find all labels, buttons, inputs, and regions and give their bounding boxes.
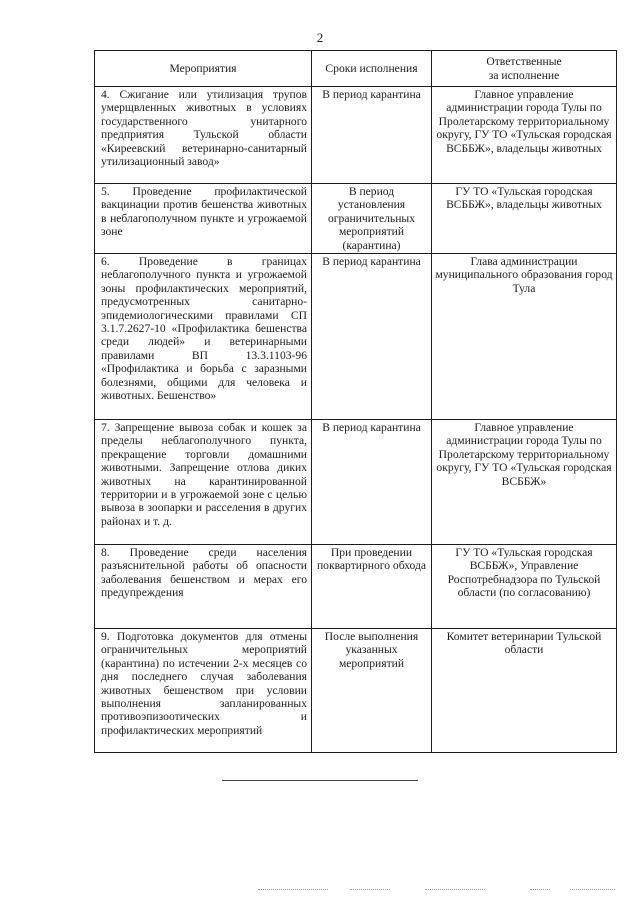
measure-cell: 9. Подготовка документов для отмены ограничительных мероприятий (карантина) по истечении 2-х месяцев со дня последнего случая заболевания животных бешенством при условии выполнения запланированных противоэпизоотических и профилактических мероприятий xyxy=(95,629,312,753)
responsible-cell: Комитет ветеринарии Тульской области xyxy=(432,629,617,753)
scan-artifact xyxy=(350,889,390,890)
responsible-cell: Главное управление администрации города Тулы по Пролетарскому территориальному округу, ГУ ТО «Тульская городская ВСББЖ» xyxy=(432,420,617,545)
measure-cell: 7. Запрещение вывоза собак и кошек за пределы неблагополучного пункта, прекращение торговли домашними животными. Запрещение отлова диких животных на карантинированной территории и в угрожаемой зоне с целью вывоза в зоопарки и расселения в других районах и т. д. xyxy=(95,420,312,545)
scan-artifact xyxy=(570,889,615,890)
measure-cell: 6. Проведение в границах неблагополучного пункта и угрожаемой зоны профилактических мероприятий, предусмотренных санитарно-эпидемиологическими правилами СП 3.1.7.2627-10 «Профилактика бешенства среди людей» и ветеринарными правилами ВП 13.3.1103-96 «Профилактика и борьба с заразными болезнями, общими для человека и животных. Бешенство» xyxy=(95,254,312,420)
header-responsible-line1: Ответственные xyxy=(486,55,562,69)
deadline-cell: После выполнения указанных мероприятий xyxy=(312,629,432,753)
responsible-cell: Главное управление администрации города Тулы по Пролетарскому территориальному округу, ГУ ТО «Тульская городская ВСББЖ», владельцы животных xyxy=(432,87,617,184)
responsible-cell: ГУ ТО «Тульская городская ВСББЖ», владельцы животных xyxy=(432,184,617,254)
scan-artifact xyxy=(258,889,328,890)
header-measures: Мероприятия xyxy=(95,51,312,87)
table-row xyxy=(95,545,617,629)
table-row xyxy=(95,254,617,420)
responsible-cell: Глава администрации муниципального образования город Тула xyxy=(432,254,617,420)
deadline-cell: При проведении поквартирного обхода xyxy=(312,545,432,629)
responsible-cell: ГУ ТО «Тульская городская ВСББЖ», Управление Роспотребнадзора по Тульской области (по согласованию) xyxy=(432,545,617,629)
table-row xyxy=(95,420,617,545)
measure-cell: 4. Сжигание или утилизация трупов умерщвленных животных в условиях государственного унитарного предприятия Тульской области «Киреевский ветеринарно-санитарный утилизационный завод» xyxy=(95,87,312,184)
measure-cell: 5. Проведение профилактической вакцинации против бешенства животных в неблагополучном пункте и угрожаемой зоне xyxy=(95,184,312,254)
scan-artifact xyxy=(530,889,550,890)
table-row xyxy=(95,87,617,184)
scan-artifact xyxy=(425,889,485,890)
header-responsible-line2: за исполнение xyxy=(488,68,560,82)
header-responsible xyxy=(432,51,617,87)
table-row xyxy=(95,629,617,753)
deadline-cell: В период карантина xyxy=(312,87,432,184)
page-number: 2 xyxy=(316,30,324,45)
header-deadlines: Сроки исполнения xyxy=(312,51,432,87)
deadline-cell: В период карантина xyxy=(312,254,432,420)
deadline-cell: В период карантина xyxy=(312,420,432,545)
footer-divider xyxy=(222,780,418,781)
measures-table xyxy=(94,50,617,753)
deadline-cell: В период установления ограничительных мероприятий (карантина) xyxy=(312,184,432,254)
table-row xyxy=(95,184,617,254)
table-header-row xyxy=(95,51,617,87)
measure-cell: 8. Проведение среди населения разъяснительной работы об опасности заболевания бешенством и мерах его предупреждения xyxy=(95,545,312,629)
